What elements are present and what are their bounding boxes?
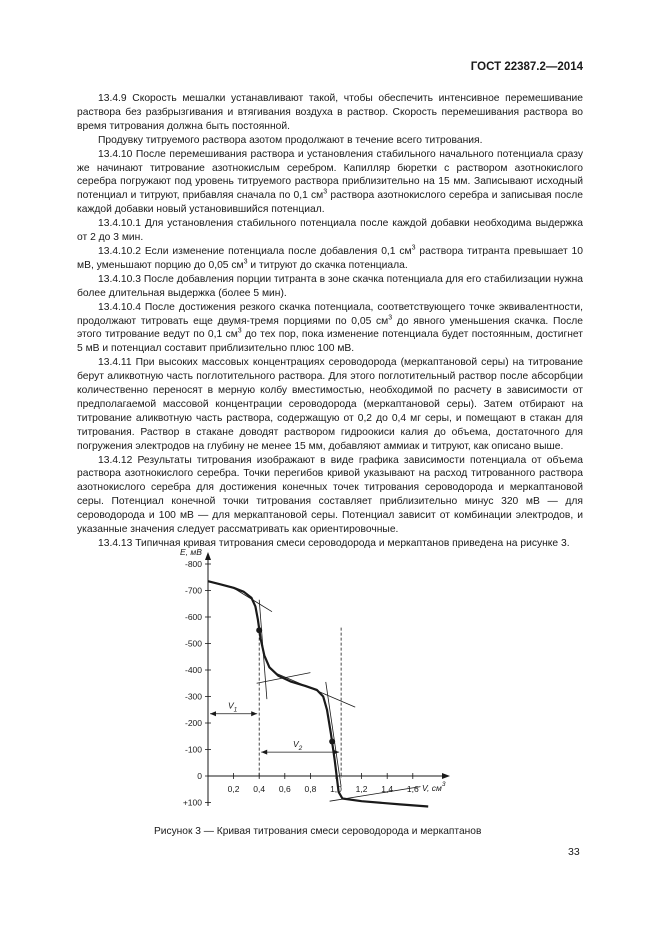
x-tick-label: 1,6: [406, 784, 419, 794]
paragraph: 13.4.12 Результаты титрования изображают в виде графика зависимости потенциала от объема раствора азотнокислого серебра. Точки перегибов кривой указывают на расход титрованного раствора азотнокислого серебра для достижения конечных точек титрования сероводорода и меркаптановой серы. Потенциал конечной точки титрования составляет приблизительно минус 320 мВ — для сероводорода и 100 мВ — для меркаптановой серы. Потенциал зависит от комбинации электродов, и указанные значения следует рассматривать как ориентировочные.: [77, 454, 583, 536]
standard-header: ГОСТ 22387.2—2014: [470, 61, 583, 73]
x-tick-label: 0,8: [304, 784, 317, 794]
y-tick-label: -800: [184, 559, 202, 569]
x-tick-label: 1,0: [330, 784, 342, 794]
x-tick-label: 0,2: [227, 784, 240, 794]
y-axis-arrow: [205, 552, 211, 560]
paragraph: 13.4.10.4 После достижения резкого скачка потенциала, соответствующего точке эквивалентности, продолжают титровать еще двумя-тремя порциями по 0,05 $см^3$ до явного уменьшения скачка. После этого титрование ведут по 0,1 $см^3$ до тех пор, пока изменение потенциала будет постоянным, достигнет 5 мВ и потенциал составит приблизительно плюс 100 мВ.: [77, 301, 583, 355]
paragraph: 13.4.10.2 Если изменение потенциала после добавления 0,1 $см^3$ раствора титранта превышает 10 мВ, уменьшают порцию до 0,05 $см^3$ и титруют до скачка потенциала.: [77, 244, 583, 271]
y-tick-label: -400: [184, 665, 202, 675]
x-tick-label: 0,6: [278, 784, 291, 794]
y-tick-label: -100: [184, 744, 202, 755]
paragraph: 13.4.10 После перемешивания раствора и установления стабильного начального потенциала сразу же начинают титрование азотнокислым серебром. Капилляр бюретки с раствором азотнокислого серебра погружают под уровень титруемого раствора приблизительно на 15 мм. Записывают исходный потенциал и титруют, прибавляя сначала по 0,1 $см^3$ раствора азотнокислого серебра и записывая после каждой добавки новый установившийся потенциал.: [77, 148, 583, 216]
inflection-point: [329, 739, 335, 745]
titration-figure: [160, 540, 470, 815]
x-axis-label: V, $см^3$: [422, 781, 446, 793]
inflection-point: [256, 627, 262, 633]
x-axis-arrow: [442, 773, 450, 779]
paragraph: 13.4.10.3 После добавления порции титранта в зоне скачка потенциала для его стабилизации нужна более длительная выдержка (более 5 мин).: [77, 273, 583, 299]
v2-arrow-left: [261, 750, 267, 755]
y-tick-label: +100: [182, 797, 202, 808]
v1-label: $V_1$: [228, 700, 238, 714]
y-tick-label: -300: [184, 691, 202, 702]
page-number: 33: [568, 846, 580, 858]
titration-chart: [160, 540, 470, 815]
paragraph: Продувку титруемого раствора азотом продолжают в течение всего титрования.: [98, 134, 483, 146]
paragraph: 13.4.9 Скорость мешалки устанавливают такой, чтобы обеспечить интенсивное перемешивание раствора без разбрызгивания и втягивания воздуха в раствор. Скорость перемешивания раствора во время титрования должна быть постоянной.: [77, 93, 583, 132]
x-tick-label: 1,2: [355, 784, 368, 794]
y-tick-label: -500: [184, 638, 202, 649]
x-tick-label: 1,4: [381, 784, 394, 794]
x-tick-label: 0,4: [253, 784, 266, 794]
v2-label: $V_2$: [293, 739, 303, 753]
y-tick-label: 0: [197, 771, 202, 781]
v1-arrow-left: [210, 711, 216, 716]
document-body: [77, 92, 583, 551]
y-axis-label: E, мВ: [180, 547, 202, 557]
y-tick-label: -200: [184, 718, 202, 728]
v1-arrow-right: [251, 711, 257, 716]
paragraph: 13.4.10.1 Для установления стабильного потенциала после каждой добавки необходима выдержка от 2 до 3 мин.: [77, 218, 583, 244]
paragraph: 13.4.13 Типичная кривая титрования смеси сероводорода и меркаптанов приведена на рисунке 3.: [98, 538, 570, 549]
paragraph: 13.4.11 При высоких массовых концентрациях сероводорода (меркаптановой серы) на титрование берут аликвотную часть поглотительного раствора. Для этого поглотительный раствор после абсорбции количественно переносят в мерную колбу вместимостью, необходимой по расчету в зависимости от предполагаемой массовой концентрации сероводорода (меркаптановой серы). Затем отбирают на титрование аликвотную часть раствора, содержащую от 0,2 до 0,4 мг серы, и помещают в стакан для титрования. Раствор в стакане доводят раствором гидроокиси калия до объема, достаточного для погружения электродов на глубину не менее 15 мм, добавляют аммиак и титруют, как описано выше.: [77, 357, 583, 452]
figure-caption: Рисунок 3 — Кривая титрования смеси сероводорода и меркаптанов: [154, 826, 482, 837]
y-tick-label: -700: [184, 585, 202, 596]
y-tick-label: -600: [184, 612, 202, 622]
titration-curve: [208, 581, 428, 806]
